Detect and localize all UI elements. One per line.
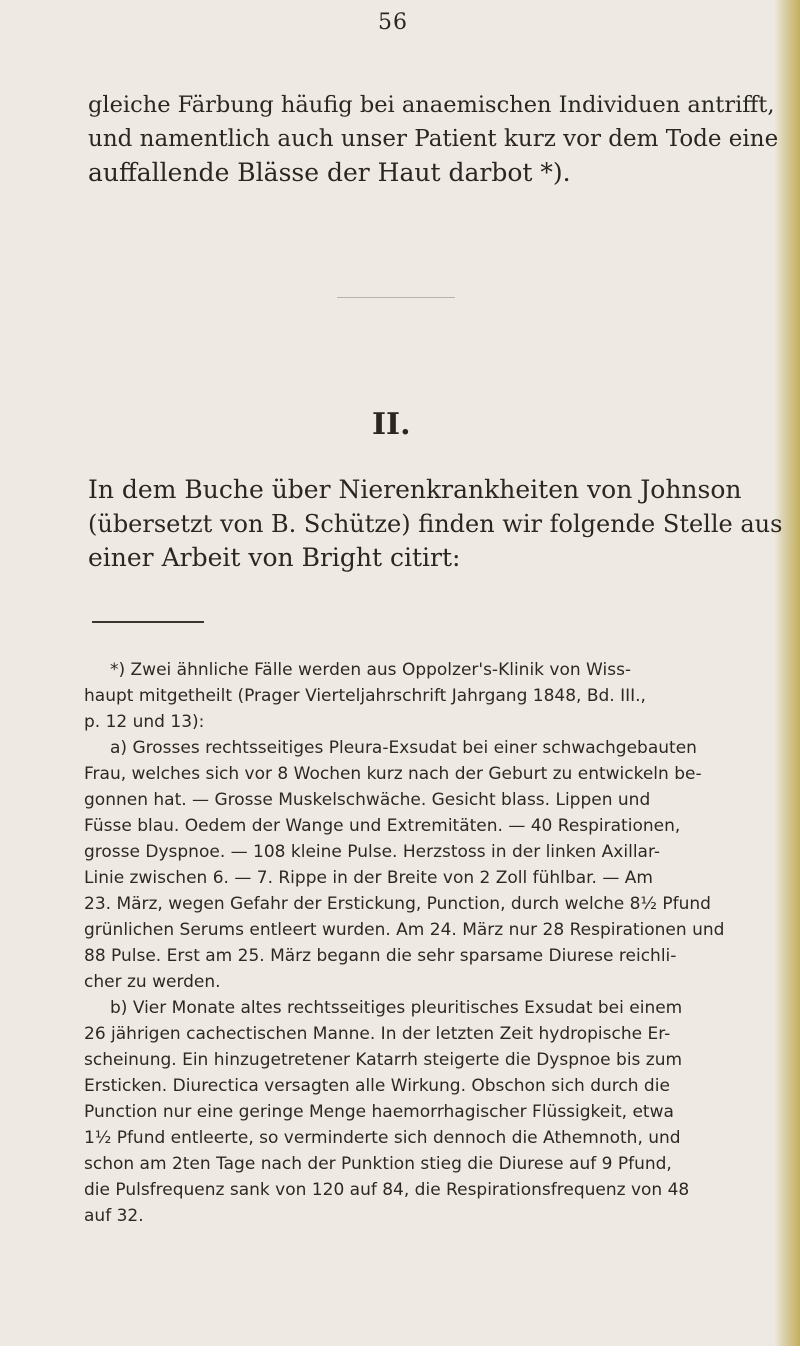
text-line: In dem Buche über Nierenkrankheiten von Johnson xyxy=(88,475,742,504)
footnote-line: haupt mitgetheilt (Prager Vierteljahrschrift Jahrgang 1848, Bd. III., xyxy=(84,686,646,706)
footnote-line: b) Vier Monate altes rechtsseitiges pleuritisches Exsudat bei einem xyxy=(110,998,683,1018)
text-line: und namentlich auch unser Patient kurz vor dem Tode eine xyxy=(88,126,779,152)
footnote-line: cher zu werden. xyxy=(84,972,221,992)
footnote-line: scheinung. Ein hinzugetretener Katarrh steigerte die Dyspnoe bis zum xyxy=(84,1050,683,1070)
intro-paragraph xyxy=(88,88,788,190)
footnote-line: 88 Pulse. Erst am 25. März begann die sehr sparsame Diurese reichli- xyxy=(84,946,677,966)
footnote-rule xyxy=(92,621,204,623)
separator-rule xyxy=(337,297,455,298)
text-line: einer Arbeit von Bright citirt: xyxy=(88,543,461,572)
footnote-line: grünlichen Serums entleert wurden. Am 24. März nur 28 Respirationen und xyxy=(84,920,725,940)
footnote-line: schon am 2ten Tage nach der Punktion stieg die Diurese auf 9 Pfund, xyxy=(84,1154,672,1174)
footnote-line: *) Zwei ähnliche Fälle werden aus Oppolzer's-Klinik von Wiss- xyxy=(110,660,632,680)
footnote-line: Punction nur eine geringe Menge haemorrhagischer Flüssigkeit, etwa xyxy=(84,1102,674,1122)
footnote-line: gonnen hat. — Grosse Muskelschwäche. Gesicht blass. Lippen und xyxy=(84,790,651,810)
footnote-line: p. 12 und 13): xyxy=(84,712,205,732)
footnote-line: Ersticken. Diurectica versagten alle Wirkung. Obschon sich durch die xyxy=(84,1076,670,1096)
footnote-line: Linie zwischen 6. — 7. Rippe in der Breite von 2 Zoll fühlbar. — Am xyxy=(84,868,653,888)
footnote-line: a) Grosses rechtsseitiges Pleura-Exsudat bei einer schwachgebauten xyxy=(110,738,697,758)
footnote xyxy=(84,657,794,1229)
footnote-line: 26 jährigen cachectischen Manne. In der letzten Zeit hydropische Er- xyxy=(84,1024,671,1044)
page-number: 56 xyxy=(378,10,408,35)
section-heading: II. xyxy=(372,407,411,442)
footnote-line: die Pulsfrequenz sank von 120 auf 84, die Respirationsfrequenz von 48 xyxy=(84,1180,690,1200)
text-line: auffallende Blässe der Haut darbot *). xyxy=(88,158,571,187)
section-paragraph xyxy=(88,473,788,575)
text-line: (übersetzt von B. Schütze) finden wir folgende Stelle aus xyxy=(88,510,783,538)
text-line: gleiche Färbung häufig bei anaemischen Individuen antrifft, xyxy=(88,92,775,118)
footnote-line: Frau, welches sich vor 8 Wochen kurz nach der Geburt zu entwickeln be- xyxy=(84,764,702,784)
footnote-line: Füsse blau. Oedem der Wange und Extremitäten. — 40 Respirationen, xyxy=(84,816,681,836)
footnote-line: 1½ Pfund entleerte, so verminderte sich dennoch die Athemnoth, und xyxy=(84,1128,681,1148)
footnote-line: 23. März, wegen Gefahr der Erstickung, Punction, durch welche 8½ Pfund xyxy=(84,894,711,914)
footnote-line: auf 32. xyxy=(84,1206,144,1226)
footnote-line: grosse Dyspnoe. — 108 kleine Pulse. Herzstoss in der linken Axillar- xyxy=(84,842,660,862)
